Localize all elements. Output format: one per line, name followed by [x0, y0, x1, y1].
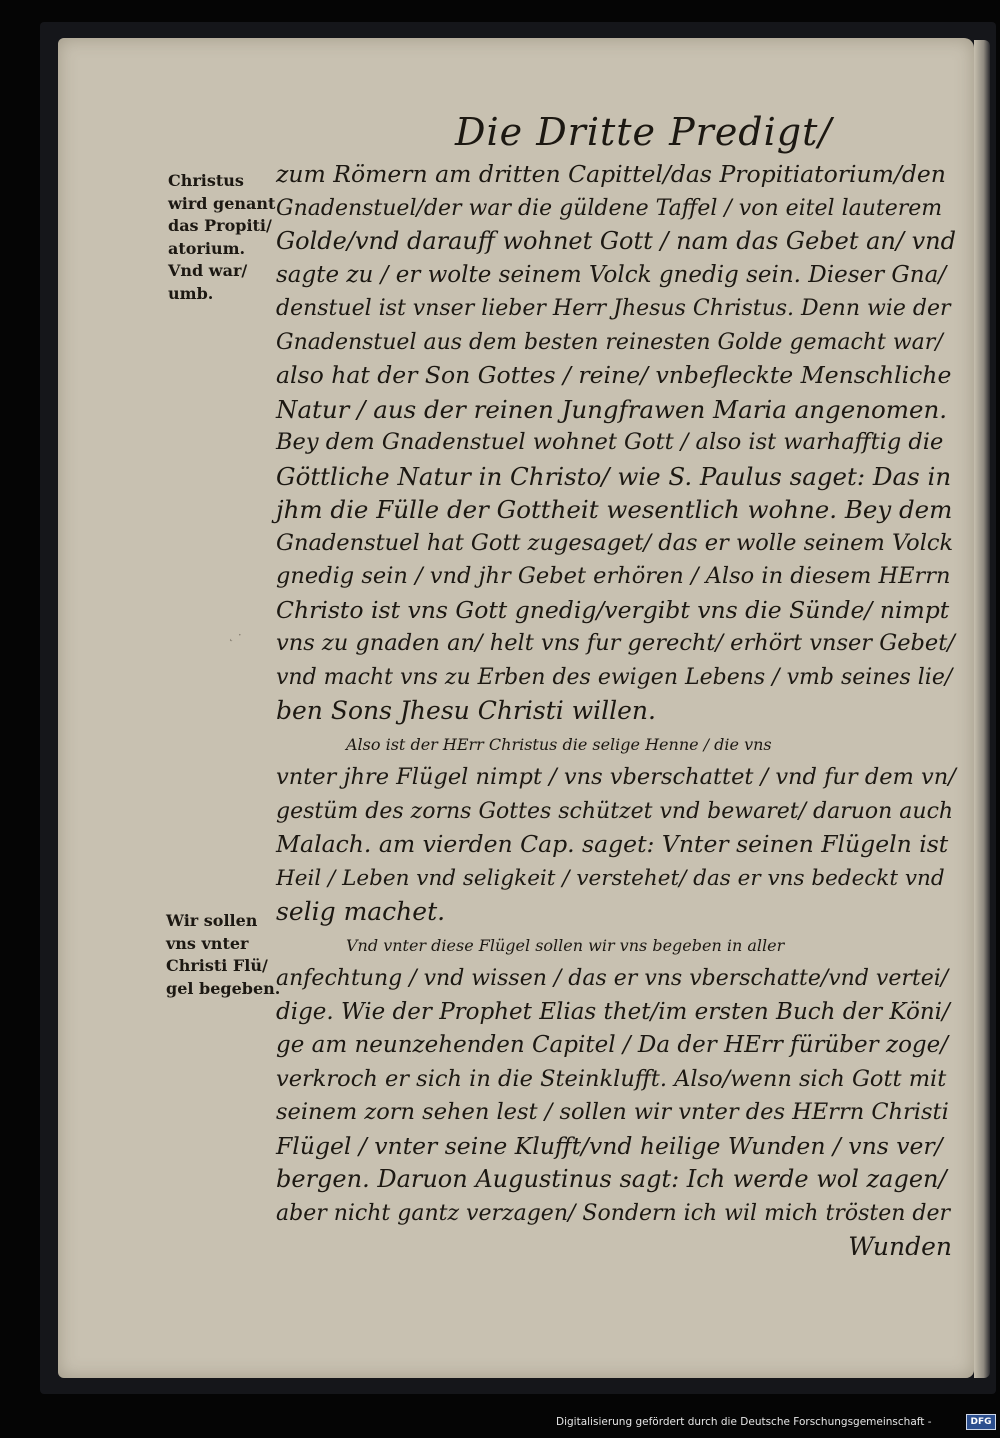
text-line: gestüm des zorns Gottes schützet vnd bewaret/ daruon auch: [276, 798, 954, 824]
ink-smudge: ˛ ·: [228, 628, 242, 642]
margin-note-christus: [168, 170, 275, 305]
text-line: Flügel / vnter seine Klufft/vnd heilige Wunden / vns ver/: [276, 1131, 943, 1160]
text-line: anfechtung / vnd wissen / das er vns vberschatte/vnd vertei/: [276, 966, 949, 991]
margin-note-line: Vnd war/: [168, 261, 248, 280]
text-line: ben Sons Jhesu Christi willen.: [276, 696, 656, 725]
text-line: ge am neunzehenden Capitel / Da der HErr fürüber zoge/: [276, 1032, 948, 1058]
text-line: dige. Wie der Prophet Elias thet/im ersten Buch der Köni/: [276, 998, 950, 1025]
text-line: Malach. am vierden Cap. saget: Vnter seinen Flügeln ist: [276, 830, 949, 858]
margin-note-line: vns vnter: [166, 933, 249, 953]
margin-note-line: wird genant: [168, 193, 276, 213]
text-line: zum Römern am dritten Capittel/das Propitiatorium/den: [276, 160, 946, 188]
text-line: verkroch er sich in die Steinklufft. Also/wenn sich Gott mit: [276, 1065, 947, 1092]
margin-note-line: Christi Flü/: [166, 956, 268, 975]
text-line: Christo ist vns Gott gnedig/vergibt vns die Sünde/ nimpt: [276, 595, 950, 624]
text-line: selig machet.: [276, 897, 446, 926]
margin-note-line: atorium.: [168, 238, 246, 258]
text-line: also hat der Son Gottes / reine/ vnbefleckte Menschliche: [276, 361, 952, 389]
page-edge: [974, 40, 990, 1378]
text-line: Natur / aus der reinen Jungfrawen Maria angenomen.: [276, 394, 948, 424]
text-line: Göttliche Natur in Christo/ wie S. Paulus saget: Das in: [276, 461, 952, 491]
margin-note-line: Christus: [168, 171, 244, 190]
catchword: Wunden: [848, 1232, 952, 1261]
margin-note-line: Wir sollen: [166, 911, 258, 930]
margin-note-line: umb.: [168, 283, 214, 303]
running-head: Die Dritte Predigt/: [455, 110, 833, 154]
margin-note-fluegel: [166, 910, 280, 1000]
text-line: Vnd vnter diese Flügel sollen wir vns begeben in aller: [346, 935, 785, 955]
text-line: Gnadenstuel/der war die güldene Taffel / von eitel lauterem: [276, 195, 943, 221]
text-line: gnedig sein / vnd jhr Gebet erhören / Also in diesem HErrn: [276, 563, 951, 589]
text-line: denstuel ist vnser lieber Herr Jhesus Christus. Denn wie der: [276, 296, 951, 321]
body-text: [276, 158, 956, 1264]
text-line: seinem zorn sehen lest / sollen wir vnter des HErrn Christi: [276, 1099, 949, 1125]
text-line: jhm die Fülle der Gottheit wesentlich wohne. Bey dem: [276, 495, 953, 524]
text-line: Heil / Leben vnd seligkeit / verstehet/ das er vns bedeckt vnd: [276, 865, 945, 891]
margin-note-line: das Propiti/: [168, 216, 272, 235]
text-line: Gnadenstuel aus dem besten reinesten Golde gemacht war/: [276, 329, 943, 355]
text-line: Golde/vnd darauff wohnet Gott / nam das Gebet an/ vnd: [276, 227, 956, 255]
dfg-logo: DFG: [966, 1414, 996, 1430]
text-line: vns zu gnaden an/ helt vns fur gerecht/ erhört vnser Gebet/: [276, 630, 955, 656]
text-line: vnd macht vns zu Erben des ewigen Lebens / vmb seines lie/: [276, 664, 953, 690]
margin-note-line: gel begeben.: [166, 978, 281, 998]
text-line: Gnadenstuel hat Gott zugesaget/ das er wolle seinem Volck: [276, 529, 954, 556]
text-line: Bey dem Gnadenstuel wohnet Gott / also ist warhafftig die: [276, 429, 944, 455]
text-line: aber nicht gantz verzagen/ Sondern ich wil mich trösten der: [276, 1200, 950, 1226]
text-line: sagte zu / er wolte seinem Volck gnedig sein. Dieser Gna/: [276, 261, 947, 288]
text-line: vnter jhre Flügel nimpt / vns vberschattet / vnd fur dem vn/: [276, 764, 956, 790]
text-line: Also ist der HErr Christus die selige Henne / die vns: [346, 734, 772, 754]
text-line: bergen. Daruon Augustinus sagt: Ich werde wol zagen/: [276, 1165, 947, 1193]
digitization-credit: Digitalisierung gefördert durch die Deutsche Forschungsgemeinschaft -: [556, 1416, 932, 1428]
